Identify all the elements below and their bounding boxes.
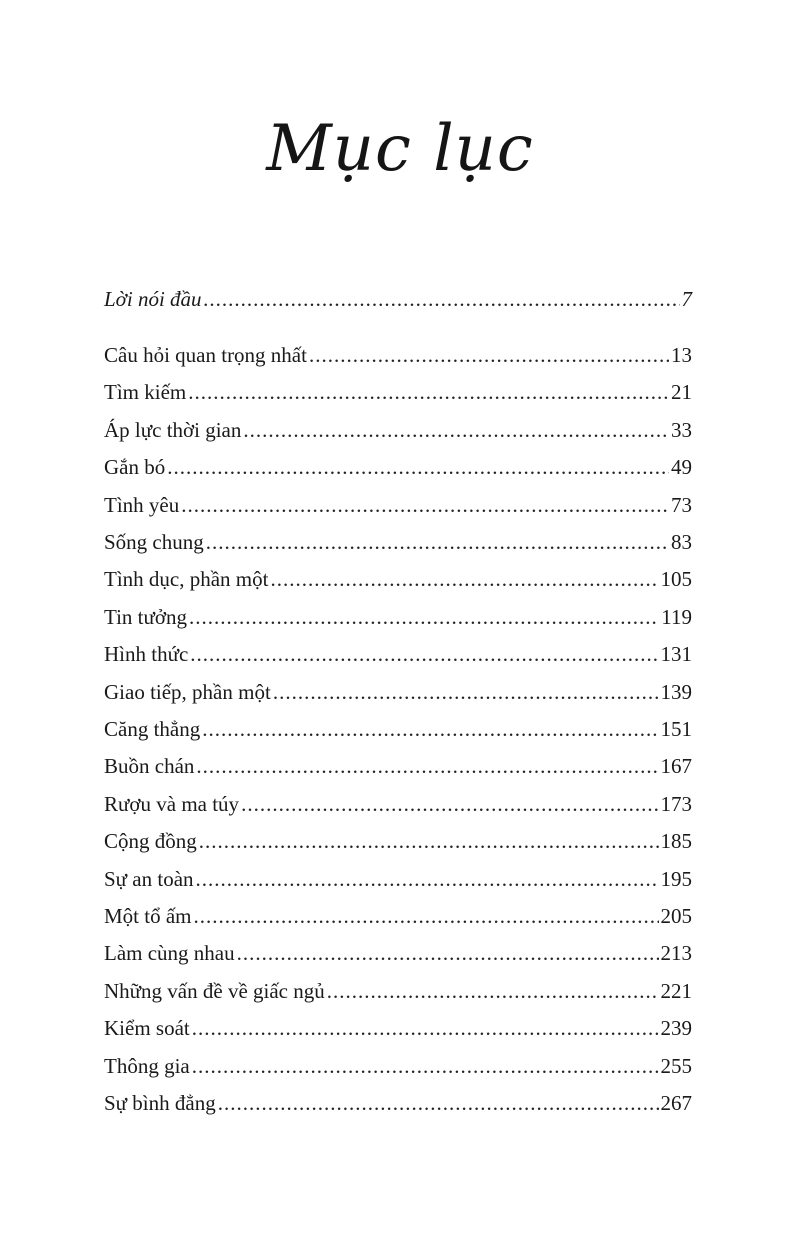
toc-entry-label: Hình thức — [104, 642, 189, 667]
dot-leader — [309, 340, 669, 370]
toc-entry-page: 139 — [660, 679, 692, 704]
toc-entry-page: 105 — [660, 567, 692, 592]
toc-entry-label: Rượu và ma túy — [104, 791, 240, 816]
toc-entry-page: 239 — [660, 1016, 692, 1041]
toc-entry-label: Thông gia — [104, 1053, 190, 1078]
toc-entry — [104, 864, 692, 894]
toc-entry — [104, 901, 692, 931]
toc-entry — [104, 938, 692, 968]
dot-leader — [241, 789, 658, 819]
toc-entry-page: 151 — [660, 717, 692, 741]
toc-entry — [104, 340, 692, 370]
toc-entry — [104, 377, 692, 407]
toc-entry-label: Làm cùng nhau — [104, 941, 235, 966]
toc-entry — [104, 564, 692, 594]
toc-entry-label: Tin tưởng — [104, 604, 187, 629]
toc-entry-label: Giao tiếp, phần một — [104, 679, 271, 704]
toc-entry-page: 83 — [671, 530, 692, 554]
toc-entry-label: Sống chung — [104, 530, 204, 554]
toc-entry-label: Cộng đồng — [104, 829, 197, 854]
dot-leader — [218, 1088, 659, 1118]
toc-entry-label: Tình yêu — [104, 492, 180, 517]
toc-entry-label: Một tổ ấm — [104, 904, 192, 928]
toc-entry-label: Căng thẳng — [104, 717, 201, 741]
dot-leader — [243, 415, 669, 445]
toc-entry-page: 13 — [671, 343, 692, 367]
toc-entry-page: 21 — [671, 380, 692, 405]
dot-leader — [194, 901, 659, 931]
dot-leader — [196, 864, 659, 894]
toc-entry-page: 221 — [660, 978, 692, 1003]
toc-entry-preface — [104, 284, 692, 314]
toc-entry — [104, 639, 692, 669]
page-title: Mục lục — [266, 112, 534, 186]
toc-entry-label: Tình dục, phần một — [104, 567, 269, 592]
dot-leader — [190, 639, 658, 669]
toc-entry — [104, 490, 692, 520]
toc-entry — [104, 677, 692, 707]
toc-entry-label: Tìm kiếm — [104, 380, 187, 405]
toc-entry-page: 7 — [681, 287, 692, 311]
toc-entry — [104, 1088, 692, 1118]
toc-entry-page: 213 — [660, 941, 692, 966]
toc-entry-label: Buồn chán — [104, 754, 195, 779]
dot-leader — [188, 377, 669, 407]
toc-entry — [104, 415, 692, 445]
dot-leader — [204, 284, 680, 314]
dot-leader — [206, 527, 669, 557]
toc-entry-page: 255 — [660, 1053, 692, 1078]
toc-entry-page: 167 — [660, 754, 692, 779]
toc-entry-page: 131 — [660, 642, 692, 667]
dot-leader — [196, 751, 658, 781]
toc-entry-label: Sự an toàn — [104, 866, 194, 891]
toc-entry — [104, 1051, 692, 1081]
toc-entry-page: 73 — [671, 492, 692, 517]
toc-entry-page: 119 — [661, 604, 692, 629]
dot-leader — [199, 826, 659, 856]
dot-leader — [273, 677, 659, 707]
toc-entry-label: Sự bình đẳng — [104, 1091, 216, 1115]
toc-entry — [104, 826, 692, 856]
dot-leader — [202, 714, 658, 744]
toc-entry — [104, 976, 692, 1006]
toc-entry — [104, 751, 692, 781]
toc-entry-page: 195 — [660, 866, 692, 891]
toc-entry-label: Lời nói đầu — [104, 287, 202, 311]
toc-entry — [104, 527, 692, 557]
toc-entry — [104, 602, 692, 632]
toc-entry — [104, 714, 692, 744]
toc-entry-page: 205 — [660, 904, 692, 928]
dot-leader — [270, 564, 658, 594]
toc-entry-label: Những vấn đề về giấc ngủ — [104, 978, 325, 1003]
dot-leader — [181, 490, 669, 520]
toc-entry-page: 33 — [671, 417, 692, 442]
dot-leader — [192, 1051, 659, 1081]
toc-entry-page: 49 — [671, 455, 692, 480]
toc-entry-page: 173 — [660, 791, 692, 816]
dot-leader — [237, 938, 659, 968]
dot-leader — [192, 1013, 659, 1043]
toc-entry-label: Gắn bó — [104, 455, 166, 480]
toc-entry-page: 185 — [660, 829, 692, 854]
toc-entry — [104, 452, 692, 482]
toc-entry — [104, 1013, 692, 1043]
toc-entry-label: Kiểm soát — [104, 1016, 190, 1041]
toc-entry-page: 267 — [660, 1091, 692, 1115]
toc-entry-label: Áp lực thời gian — [104, 417, 242, 442]
dot-leader — [189, 602, 659, 632]
toc-entry-label: Câu hỏi quan trọng nhất — [104, 343, 307, 367]
toc-entry — [104, 789, 692, 819]
dot-leader — [167, 452, 669, 482]
dot-leader — [327, 976, 659, 1006]
